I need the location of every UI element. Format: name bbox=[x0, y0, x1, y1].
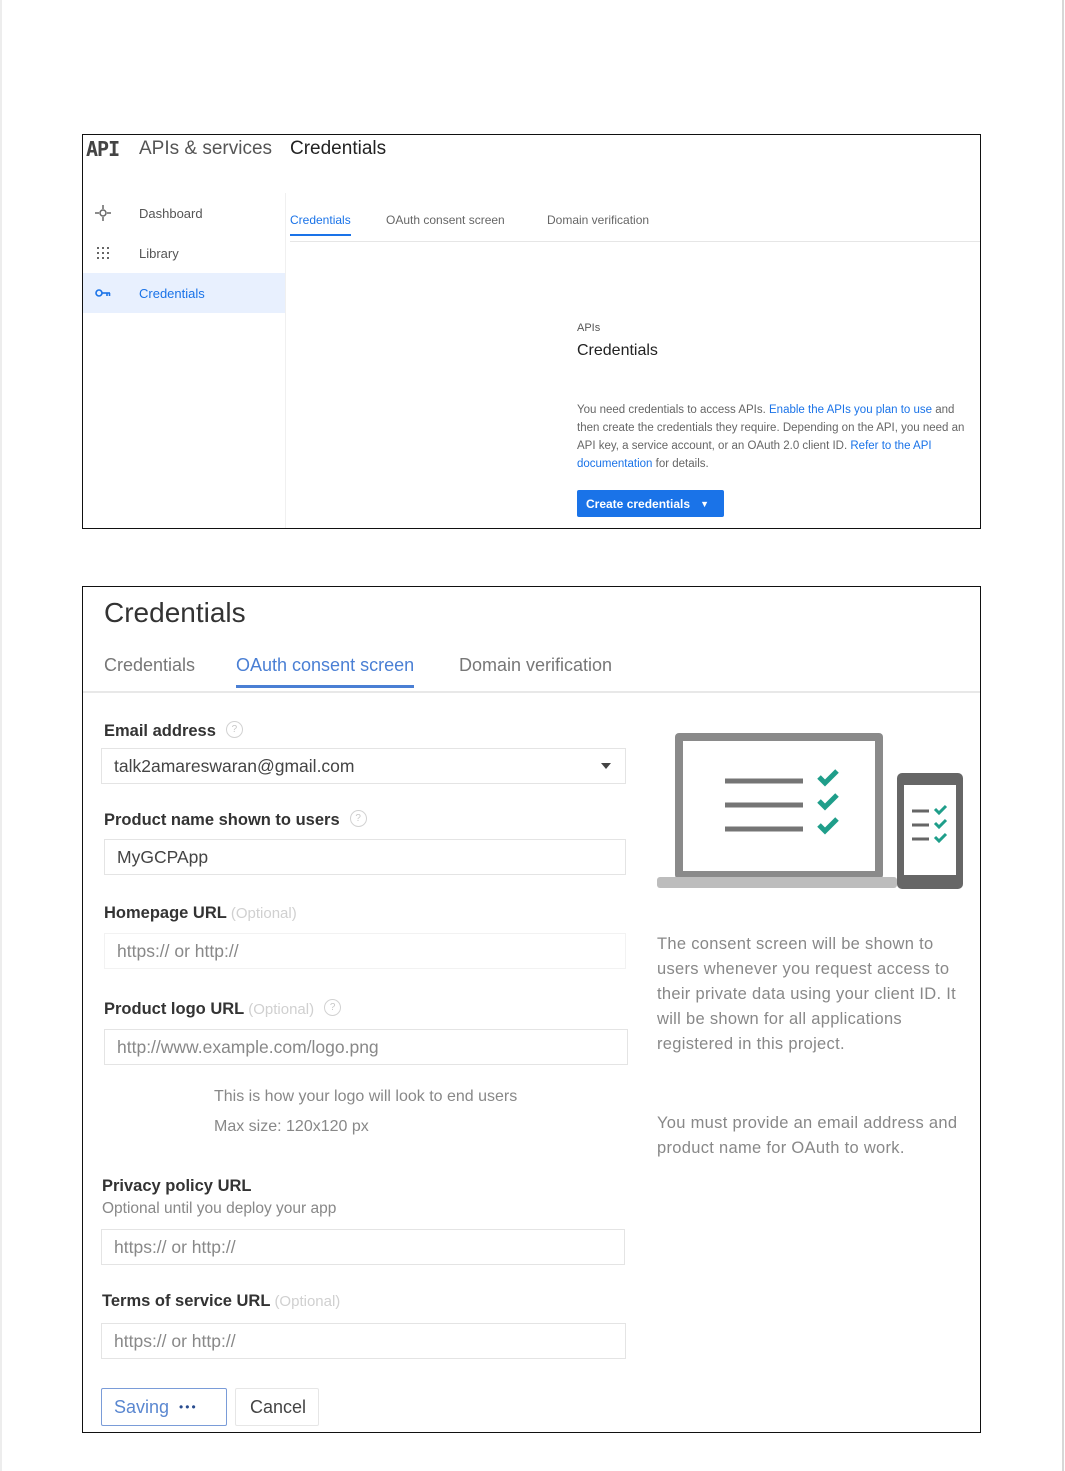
api-logo[interactable]: API bbox=[86, 137, 120, 161]
sidebar bbox=[83, 193, 286, 528]
homepage-url-input[interactable] bbox=[104, 933, 626, 969]
terms-of-service-url-input[interactable] bbox=[101, 1323, 626, 1359]
optional-tag: (Optional) bbox=[274, 1293, 341, 1310]
top-bar bbox=[83, 135, 980, 165]
sidebar-item-label: Library bbox=[139, 245, 179, 261]
description-text: You need credentials to access APIs. bbox=[577, 404, 770, 416]
consent-screen-info: The consent screen will be shown to users whenever you request access to their private data using your client ID. It will be shown for all applications registered in this project. bbox=[657, 935, 957, 1053]
homepage-url-placeholder: https:// or http:// bbox=[117, 940, 239, 961]
section-heading: Credentials bbox=[577, 342, 658, 359]
tab-bar bbox=[290, 209, 980, 242]
homepage-url-label-text: Homepage URL bbox=[104, 904, 227, 922]
email-address-label bbox=[104, 722, 243, 741]
saving-button[interactable] bbox=[101, 1388, 227, 1426]
page-right-edge bbox=[1062, 0, 1064, 1471]
email-select[interactable] bbox=[101, 748, 626, 784]
description-text: for details. bbox=[652, 458, 709, 470]
section-label: APIs bbox=[577, 322, 601, 334]
oauth-consent-screenshot bbox=[82, 586, 981, 1433]
product-name-label-text: Product name shown to users bbox=[104, 811, 340, 829]
privacy-policy-url-label: Privacy policy URL bbox=[102, 1177, 252, 1195]
help-icon[interactable]: ? bbox=[324, 999, 341, 1016]
email-select-value: talk2amareswaran@gmail.com bbox=[114, 755, 355, 776]
page-title: Credentials bbox=[290, 138, 387, 159]
product-name-label bbox=[104, 811, 367, 830]
tab-domain-verification[interactable]: Domain verification bbox=[459, 655, 613, 675]
service-name[interactable]: APIs & services bbox=[139, 138, 273, 159]
laptop-icon bbox=[657, 733, 897, 888]
product-logo-url-placeholder: http://www.example.com/logo.png bbox=[117, 1036, 379, 1057]
tab-credentials[interactable]: Credentials bbox=[104, 655, 196, 675]
phone-icon bbox=[897, 773, 963, 889]
privacy-policy-url-input[interactable] bbox=[101, 1229, 625, 1265]
sidebar-item-library[interactable] bbox=[83, 233, 285, 273]
terms-of-service-url-label-text: Terms of service URL bbox=[102, 1292, 271, 1310]
description-text: and then create the credentials they require. Depending on the API, you need an API key, a service account, or an OAuth 2.0 client ID. bbox=[577, 404, 965, 452]
credentials-description bbox=[577, 401, 980, 473]
consent-screen-illustration bbox=[653, 727, 973, 897]
library-icon bbox=[95, 245, 111, 261]
tab-oauth-consent-screen[interactable]: OAuth consent screen bbox=[386, 213, 505, 227]
tab-domain-verification[interactable]: Domain verification bbox=[547, 213, 650, 227]
tab-bar bbox=[83, 647, 980, 693]
optional-tag: (Optional) bbox=[230, 905, 297, 922]
api-documentation-link[interactable]: Refer to the API documentation bbox=[577, 440, 932, 470]
logo-max-size-hint: Max size: 120x120 px bbox=[214, 1118, 369, 1135]
dashboard-icon bbox=[95, 205, 111, 221]
saving-button-label: Saving bbox=[114, 1396, 170, 1417]
loading-dots-icon: ••• bbox=[179, 1400, 198, 1414]
sidebar-item-label: Dashboard bbox=[139, 205, 203, 221]
create-credentials-button[interactable] bbox=[577, 490, 724, 517]
sidebar-item-credentials[interactable] bbox=[83, 273, 285, 313]
optional-tag: (Optional) bbox=[248, 1001, 315, 1018]
product-logo-url-label-text: Product logo URL bbox=[104, 1000, 245, 1018]
help-icon[interactable]: ? bbox=[350, 810, 367, 827]
enable-apis-link[interactable]: Enable the APIs you plan to use bbox=[769, 404, 933, 416]
page-left-edge bbox=[0, 0, 2, 1471]
product-logo-url-input[interactable] bbox=[104, 1029, 628, 1065]
key-icon bbox=[95, 285, 111, 301]
tab-credentials[interactable]: Credentials bbox=[290, 213, 351, 236]
product-name-input[interactable] bbox=[104, 839, 626, 875]
tab-oauth-consent-screen[interactable]: OAuth consent screen bbox=[236, 655, 414, 688]
product-logo-url-label bbox=[104, 1000, 341, 1019]
privacy-policy-hint: Optional until you deploy your app bbox=[102, 1200, 337, 1217]
credentials-overview-screenshot bbox=[82, 134, 981, 529]
product-name-value: MyGCPApp bbox=[117, 846, 209, 867]
sidebar-item-label: Credentials bbox=[139, 285, 205, 301]
logo-preview-hint: This is how your logo will look to end users bbox=[214, 1088, 518, 1105]
chevron-down-icon bbox=[601, 763, 611, 769]
email-address-label-text: Email address bbox=[104, 722, 216, 740]
page-title: Credentials bbox=[104, 597, 246, 628]
homepage-url-label bbox=[104, 904, 297, 923]
terms-of-service-url-placeholder: https:// or http:// bbox=[114, 1330, 236, 1351]
help-icon[interactable]: ? bbox=[226, 721, 243, 738]
cancel-button[interactable]: Cancel bbox=[235, 1388, 319, 1426]
terms-of-service-url-label bbox=[102, 1292, 340, 1311]
privacy-policy-url-placeholder: https:// or http:// bbox=[114, 1236, 236, 1257]
create-credentials-label: Create credentials bbox=[586, 496, 691, 511]
sidebar-item-dashboard[interactable] bbox=[83, 193, 285, 233]
oauth-requirement-info: You must provide an email address and product name for OAuth to work. bbox=[657, 1114, 958, 1157]
caret-down-icon: ▼ bbox=[700, 498, 709, 509]
